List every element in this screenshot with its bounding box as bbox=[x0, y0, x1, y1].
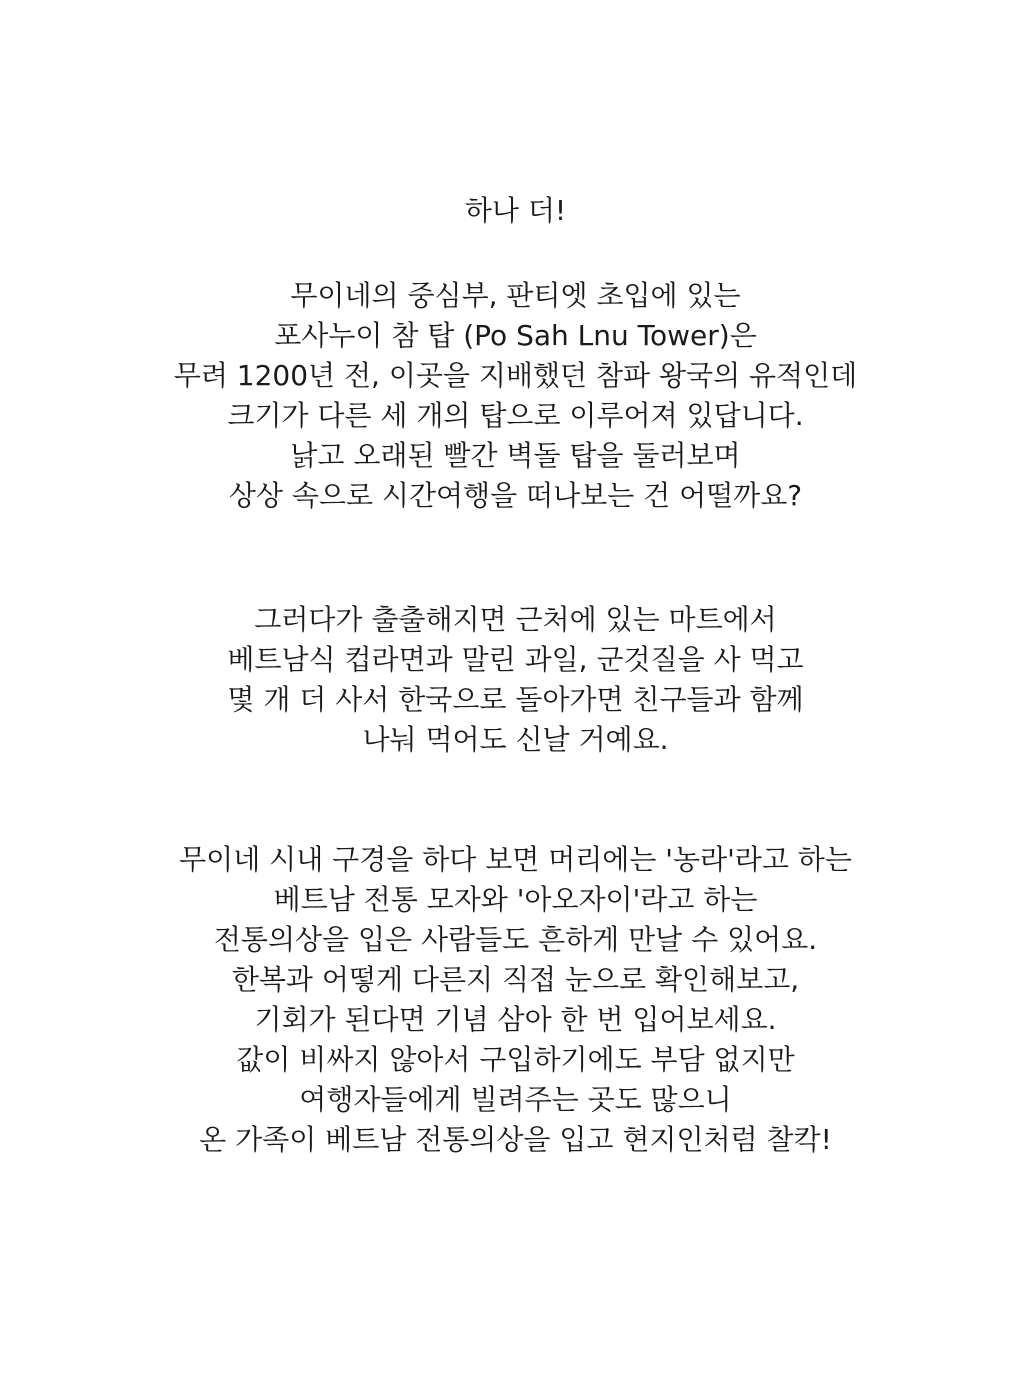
paragraph-1-line: 낡고 오래된 빨간 벽돌 탑을 둘러보며 bbox=[290, 439, 741, 472]
paragraph-3-line: 전통의상을 입은 사람들도 흔하게 만날 수 있어요. bbox=[213, 923, 818, 956]
paragraph-1-line: 무이네의 중심부, 판티엣 초입에 있는 bbox=[290, 279, 741, 312]
paragraph-2-line: 그러다가 출출해지면 근처에 있는 마트에서 bbox=[254, 603, 777, 636]
paragraph-1-line: 무려 1200년 전, 이곳을 지배했던 참파 왕국의 유적인데 bbox=[173, 359, 858, 392]
paragraph-1-line: 크기가 다른 세 개의 탑으로 이루어져 있답니다. bbox=[227, 399, 804, 432]
paragraph-3-line: 한복과 어떻게 다른지 직접 눈으로 확인해보고, bbox=[231, 963, 800, 996]
paragraph-2-line: 베트남식 컵라면과 말린 과일, 군것질을 사 먹고 bbox=[227, 643, 804, 676]
paragraph-2-line: 나눠 먹어도 신날 거예요. bbox=[362, 723, 669, 756]
paragraph-3-line: 베트남 전통 모자와 '아오자이'라고 하는 bbox=[273, 883, 758, 916]
paragraph-1-line: 상상 속으로 시간여행을 떠나보는 건 어떨까요? bbox=[228, 479, 803, 512]
paragraph-3-line: 기회가 된다면 기념 삼아 한 번 입어보세요. bbox=[254, 1003, 777, 1036]
paragraph-3-line: 온 가족이 베트남 전통의상을 입고 현지인처럼 찰칵! bbox=[199, 1123, 832, 1156]
page-title: 하나 더! bbox=[464, 194, 567, 227]
paragraph-1-line: 포사누이 참 탑 (Po Sah Lnu Tower)은 bbox=[274, 319, 757, 352]
paragraph-3-line: 값이 비싸지 않아서 구입하기에도 부담 없지만 bbox=[236, 1043, 795, 1076]
paragraph-3-line: 무이네 시내 구경을 하다 보면 머리에는 '농라'라고 하는 bbox=[179, 843, 852, 876]
paragraph-2-line: 몇 개 더 사서 한국으로 돌아가면 친구들과 함께 bbox=[227, 683, 804, 716]
paragraph-3-line: 여행자들에게 빌려주는 곳도 많으니 bbox=[299, 1083, 732, 1116]
